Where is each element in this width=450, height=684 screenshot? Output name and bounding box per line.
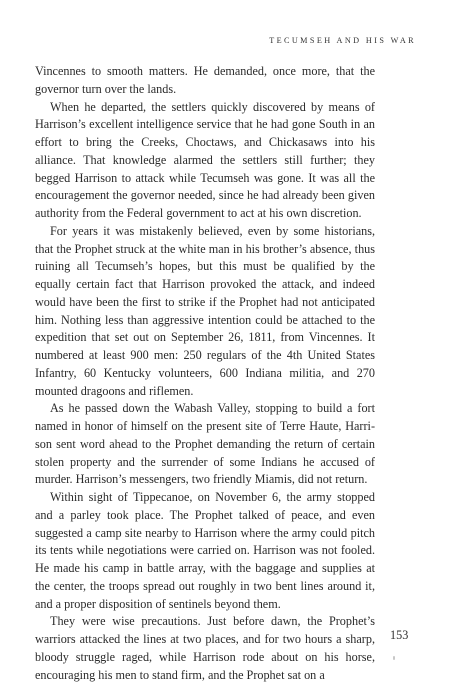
paragraph: They were wise precautions. Just before dawn, the Prophet’s warriors attacked the lines at two places, and for two hours a sharp, bloody struggle raged, while Harrison rode about on his horse, encouraging his men to stand firm, and the Prophet sat on a — [35, 614, 375, 682]
paper-speck — [393, 656, 395, 660]
paragraph: For years it was mistakenly believed, even by some historians, that the Prophet struck at the white man in his brother’s absence, thus ruining all Tecumseh’s hopes, but this must be qualified by the equally certain fact that Harrison provoked the attack, and indeed would have been the first to strike if the Prophet had not anticipated him. Nothing less than aggressive intention could be attached to the expedition that set out on September 26, 1811, from Vincennes. It numbered at least 900 men: 250 regulars of the 4th United States Infantry, 60 Kentucky volunteers, 600 Indiana militia, and 270 mounted dragoons and riflemen. — [35, 223, 375, 398]
body-text — [35, 63, 375, 684]
paragraph: As he passed down the Wabash Valley, stopping to build a fort named in honor of himself on the present site of Terre Haute, Harrison sent word ahead to the Prophet demanding the return of certain stolen property and the surrender of some Indians he accused of murder. Harrison’s messengers, two friendly Miamis, did not return. — [35, 401, 375, 487]
paragraph: Within sight of Tippecanoe, on November 6, the army stopped and a parley took place. The Prophet talked of peace, and even suggested a camp site nearby to Harrison where the army could pitch its tents while negotiations were carried on. Harrison was not fooled. He made his camp in battle array, with the baggage and supplies at the center, the troops spread out roughly in two bent lines around it, and a proper disposition of sentinels beyond them. — [35, 490, 375, 611]
paragraph-continuation: Vincennes to smooth matters. He demanded, once more, that the governor turn over the lands. — [35, 64, 375, 96]
paragraph: When he departed, the settlers quickly discovered by means of Harrison’s excellent intelligence service that he had gone South in an effort to bring the Creeks, Choctaws, and Chickasaws into his alliance. That knowledge alarmed the settlers still further; they begged Harrison to attack while Tecumseh was gone. It was all the encouragement the governor needed, since he had already been given authority from the Federal government to act at his own discretion. — [35, 99, 375, 220]
page-number: 153 — [390, 628, 409, 642]
running-head: TECUMSEH AND HIS WAR — [269, 36, 416, 45]
